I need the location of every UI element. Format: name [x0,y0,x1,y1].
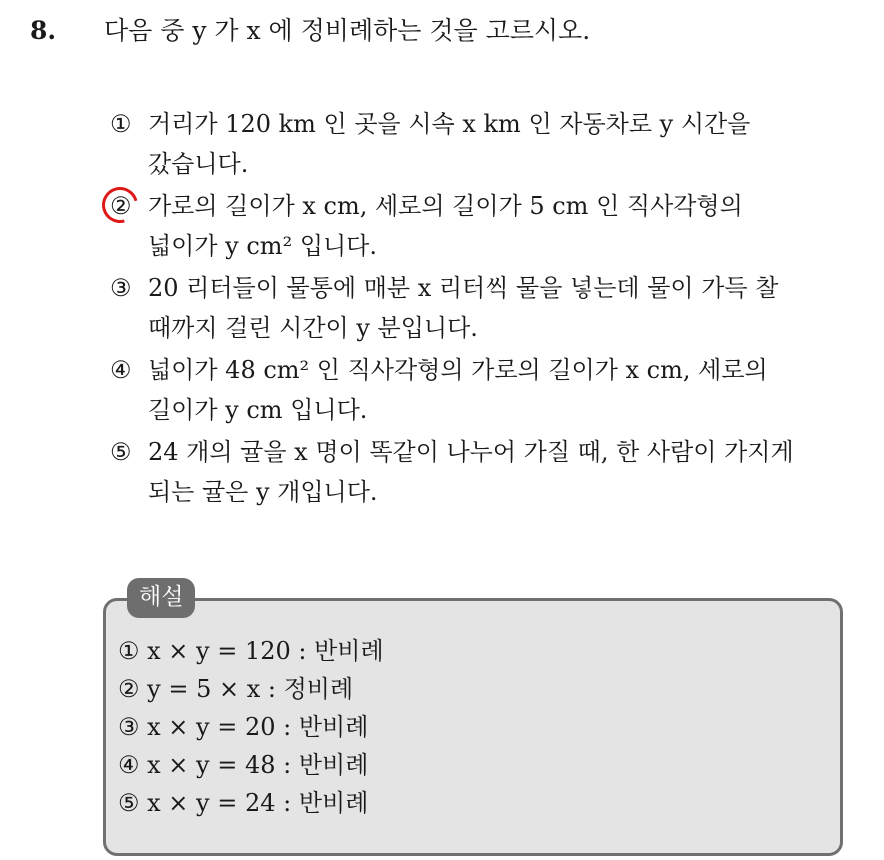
choice-line: 되는 귤은 y 개입니다. [148,478,378,506]
choice-3[interactable] [110,268,850,348]
choice-marker: ① [110,110,132,138]
solution-lines [118,632,384,822]
choice-line: 갔습니다. [148,150,249,178]
choice-2[interactable] [110,186,850,266]
choice-marker: ② [110,192,132,220]
choice-list [110,104,850,514]
choice-5[interactable] [110,432,850,512]
solution-line-2: ② y = 5 × x : 정비례 [118,675,354,703]
choice-line: 넓이가 y cm² 입니다. [148,232,377,260]
solution-tab: 해설 [127,578,195,618]
question-number: 8. [30,16,57,45]
choice-line: 넓이가 48 cm² 인 직사각형의 가로의 길이가 x cm, 세로의 [148,356,768,384]
choice-4[interactable] [110,350,850,430]
solution-line-1: ① x × y = 120 : 반비례 [118,637,384,665]
choice-marker: ③ [110,274,132,302]
solution-line-4: ④ x × y = 48 : 반비례 [118,751,369,779]
solution-line-5: ⑤ x × y = 24 : 반비례 [118,789,369,817]
choice-line: 거리가 120 km 인 곳을 시속 x km 인 자동차로 y 시간을 [148,110,751,138]
question-text: 다음 중 y 가 x 에 정비례하는 것을 고르시오. [104,16,591,45]
choice-1[interactable] [110,104,850,184]
choice-line: 가로의 길이가 x cm, 세로의 길이가 5 cm 인 직사각형의 [148,192,743,220]
choice-line: 24 개의 귤을 x 명이 똑같이 나누어 가질 때, 한 사람이 가지게 [148,438,794,466]
choice-marker: ④ [110,356,132,384]
choice-marker: ⑤ [110,438,132,466]
choice-line: 20 리터들이 물통에 매분 x 리터씩 물을 넣는데 물이 가득 찰 [148,274,779,302]
choice-line: 때까지 걸린 시간이 y 분입니다. [148,314,478,342]
choice-line: 길이가 y cm 입니다. [148,396,368,424]
question-header [30,14,590,48]
solution-line-3: ③ x × y = 20 : 반비례 [118,713,369,741]
